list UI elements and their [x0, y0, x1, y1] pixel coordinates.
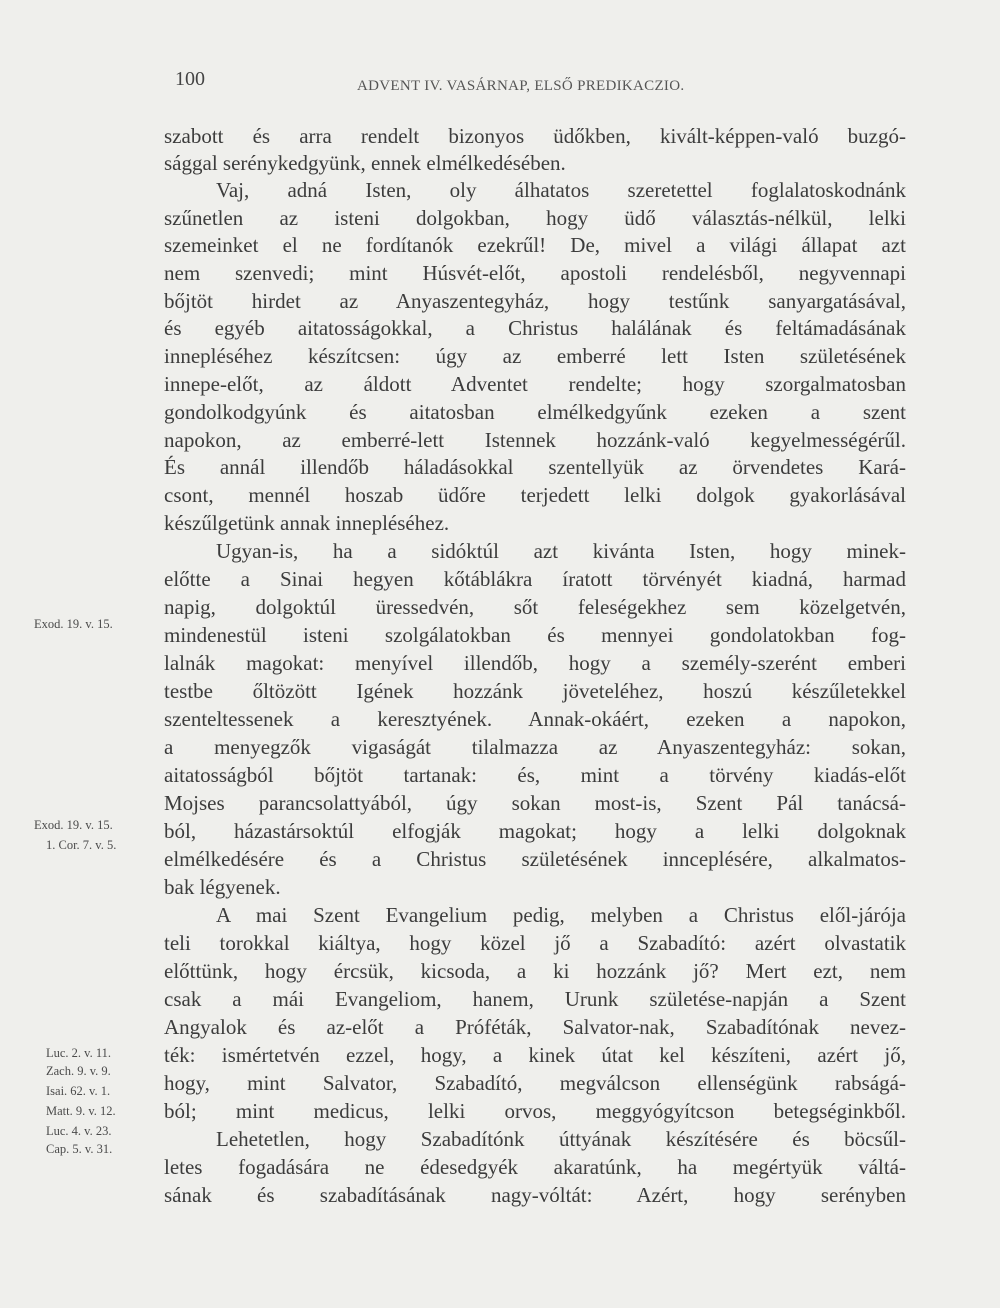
text-line: csont, mennél hoszab üdőre terjedett lelki dolgok gyakorlásával — [164, 483, 906, 507]
text-line: sának és szabadításának nagy-vóltát: Azért, hogy serényben — [164, 1183, 906, 1207]
text-line: hogy, mint Salvator, Szabadító, megválcson ellenségünk rabságá- — [164, 1071, 906, 1095]
page-header — [175, 68, 910, 98]
text-line: És annál illendőb háladásokkal szentellyük az örvendetes Kará- — [164, 455, 906, 479]
text-line: Ugyan-is, ha a sidóktúl azt kivánta Isten, hogy minek- — [216, 539, 906, 563]
text-line: aitatosságból bőjtöt tartanak: és, mint a törvény kiadás-előt — [164, 763, 906, 787]
text-line: készűlgetünk annak innepléséhez. — [164, 511, 450, 535]
margin-note: Luc. 2. v. 11. — [46, 1046, 112, 1060]
text-line: gondolkodgyúnk és aitatosban elmélkedgyűnk ezeken a szent — [164, 400, 906, 424]
text-line: bőjtöt hirdet az Anyaszentegyház, hogy testűnk sanyargatásával, — [164, 289, 906, 313]
text-line: csak a mái Evangeliom, hanem, Urunk születése-napján a Szent — [164, 987, 906, 1011]
text-line: innepléséhez készítcsen: úgy az emberré lett Isten születésének — [164, 344, 906, 368]
running-head: ADVENT IV. VASÁRNAP, ELSŐ PREDIKACZIO. — [357, 78, 685, 94]
text-line: elmélkedésére és a Christus születésének innceplésére, alkalmatos- — [164, 847, 906, 871]
text-line: szenteltessenek a keresztyének. Annak-okáért, ezeken a napokon, — [164, 707, 906, 731]
text-line: letes fogadására ne édesedgyék akaratúnk, ha megértyük váltá- — [164, 1155, 906, 1179]
margin-note: Isai. 62. v. 1. — [46, 1084, 111, 1098]
margin-note: Zach. 9. v. 9. — [46, 1064, 111, 1078]
margin-note: Cap. 5. v. 31. — [46, 1142, 113, 1156]
text-line: Lehetetlen, hogy Szabadítónk úttyának készítésére és böcsűl- — [216, 1127, 906, 1151]
text-line: előttünk, hogy ércsük, kicsoda, a ki hozzánk jő? Mert ezt, nem — [164, 959, 906, 983]
margin-note: 1. Cor. 7. v. 5. — [46, 838, 117, 852]
page-number: 100 — [175, 68, 205, 90]
text-line: testbe őltözött Igének hozzánk jöveteléhez, hoszú készűletekkel — [164, 679, 906, 703]
text-line: előtte a Sinai hegyen kőtáblákra íratott törvényét kiadná, harmad — [164, 567, 906, 591]
text-line: szabott és arra rendelt bizonyos üdőkben, kivált-képpen-való buzgó- — [164, 124, 906, 148]
text-line: ból; mint medicus, lelki orvos, meggyógyítcson betegséginkből. — [164, 1099, 906, 1123]
margin-note: Matt. 9. v. 12. — [46, 1104, 116, 1118]
margin-note: Exod. 19. v. 15. — [34, 617, 113, 631]
text-line: mindenestül isteni szolgálatokban és mennyei gondolatokban fog- — [164, 623, 906, 647]
text-line: szemeinket el ne fordítanók ezekrűl! De, mivel a világi állapat azt — [164, 233, 906, 257]
text-line: nem szenvedi; mint Húsvét-előt, apostoli rendelésből, negyvennapi — [164, 261, 906, 285]
text-line: lalnák magokat: menyível illendőb, hogy a személy-szerént emberi — [164, 651, 906, 675]
text-line: Vaj, adná Isten, oly álhatatos szeretettel foglalatoskodnánk — [216, 178, 906, 202]
text-line: napig, dolgoktúl üressedvén, sőt feleségekhez sem közelgetvén, — [164, 595, 906, 619]
text-line: ból, házastársoktúl elfogják magokat; hogy a lelki dolgoknak — [164, 819, 906, 843]
text-line: a menyegzők vigaságát tilalmazza az Anyaszentegyház: sokan, — [164, 735, 906, 759]
text-line: és egyéb aitatosságokkal, a Christus halálának és feltámadásának — [164, 316, 906, 340]
text-line: innepe-előt, az áldott Adventet rendelte; hogy szorgalmatosban — [164, 372, 906, 396]
text-line: A mai Szent Evangelium pedig, melyben a Christus elől-járója — [216, 903, 906, 927]
text-line: Angyalok és az-előt a Próféták, Salvator-nak, Szabadítónak nevez- — [164, 1015, 906, 1039]
margin-note: Luc. 4. v. 23. — [46, 1124, 112, 1138]
text-line: ték: ismértetvén ezzel, hogy, a kinek útat kel készíteni, azért jő, — [164, 1043, 906, 1067]
text-line: napokon, az emberré-lett Istennek hozzánk-való kegyelmességérűl. — [164, 428, 906, 452]
text-line: Mojses parancsolattyából, úgy sokan most-is, Szent Pál tanácsá- — [164, 791, 906, 815]
text-line: sággal serénykedgyünk, ennek elmélkedésében. — [164, 151, 566, 175]
text-line: teli torokkal kiáltya, hogy közel jő a Szabadító: azért olvastatik — [164, 931, 906, 955]
text-line: bak légyenek. — [164, 875, 281, 899]
margin-note: Exod. 19. v. 15. — [34, 818, 113, 832]
text-line: szűnetlen az isteni dolgokban, hogy üdő választás-nélkül, lelki — [164, 206, 906, 230]
